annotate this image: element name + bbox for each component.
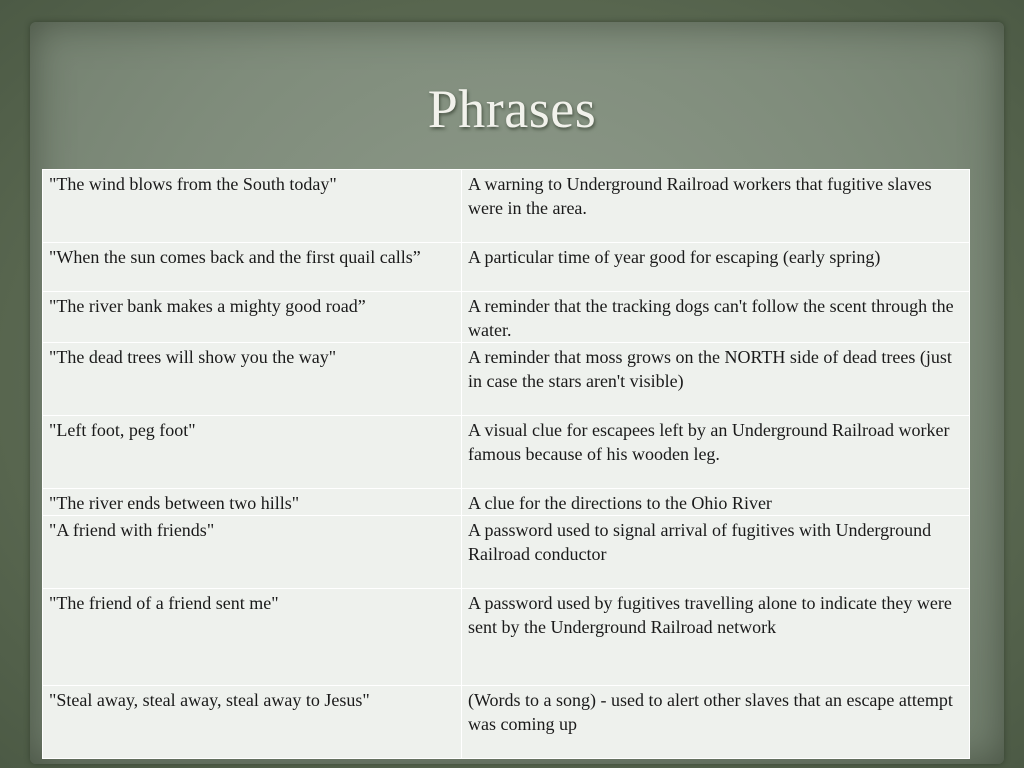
phrase-cell: "Steal away, steal away, steal away to Jesus" <box>43 686 462 759</box>
meaning-cell: A visual clue for escapees left by an Underground Railroad worker famous because of his wooden leg. <box>462 416 970 489</box>
meaning-cell: A password used to signal arrival of fugitives with Underground Railroad conductor <box>462 516 970 589</box>
table-row <box>43 589 970 686</box>
table-row <box>43 343 970 416</box>
meaning-cell: A reminder that moss grows on the NORTH side of dead trees (just in case the stars aren't visible) <box>462 343 970 416</box>
phrase-cell: "The wind blows from the South today" <box>43 170 462 243</box>
meaning-cell: A warning to Underground Railroad workers that fugitive slaves were in the area. <box>462 170 970 243</box>
phrase-cell: "The river bank makes a mighty good road” <box>43 292 462 343</box>
phrase-cell: "The friend of a friend sent me" <box>43 589 462 686</box>
table-row <box>43 516 970 589</box>
table-row <box>43 686 970 759</box>
phrase-cell: "When the sun comes back and the first quail calls” <box>43 243 462 292</box>
meaning-cell: A particular time of year good for escaping (early spring) <box>462 243 970 292</box>
phrase-cell: "Left foot, peg foot" <box>43 416 462 489</box>
table-row <box>43 170 970 243</box>
meaning-cell: A password used by fugitives travelling alone to indicate they were sent by the Underground Railroad network <box>462 589 970 686</box>
table-row <box>43 416 970 489</box>
phrase-cell: "The river ends between two hills" <box>43 489 462 516</box>
meaning-cell: A reminder that the tracking dogs can't follow the scent through the water. <box>462 292 970 343</box>
table-row <box>43 292 970 343</box>
meaning-cell: A clue for the directions to the Ohio River <box>462 489 970 516</box>
slide-title: Phrases <box>427 79 597 139</box>
phrase-cell: "The dead trees will show you the way" <box>43 343 462 416</box>
phrases-table <box>42 169 970 759</box>
phrase-cell: "A friend with friends" <box>43 516 462 589</box>
meaning-cell: (Words to a song) - used to alert other slaves that an escape attempt was coming up <box>462 686 970 759</box>
table-row <box>43 489 970 516</box>
table-row <box>43 243 970 292</box>
